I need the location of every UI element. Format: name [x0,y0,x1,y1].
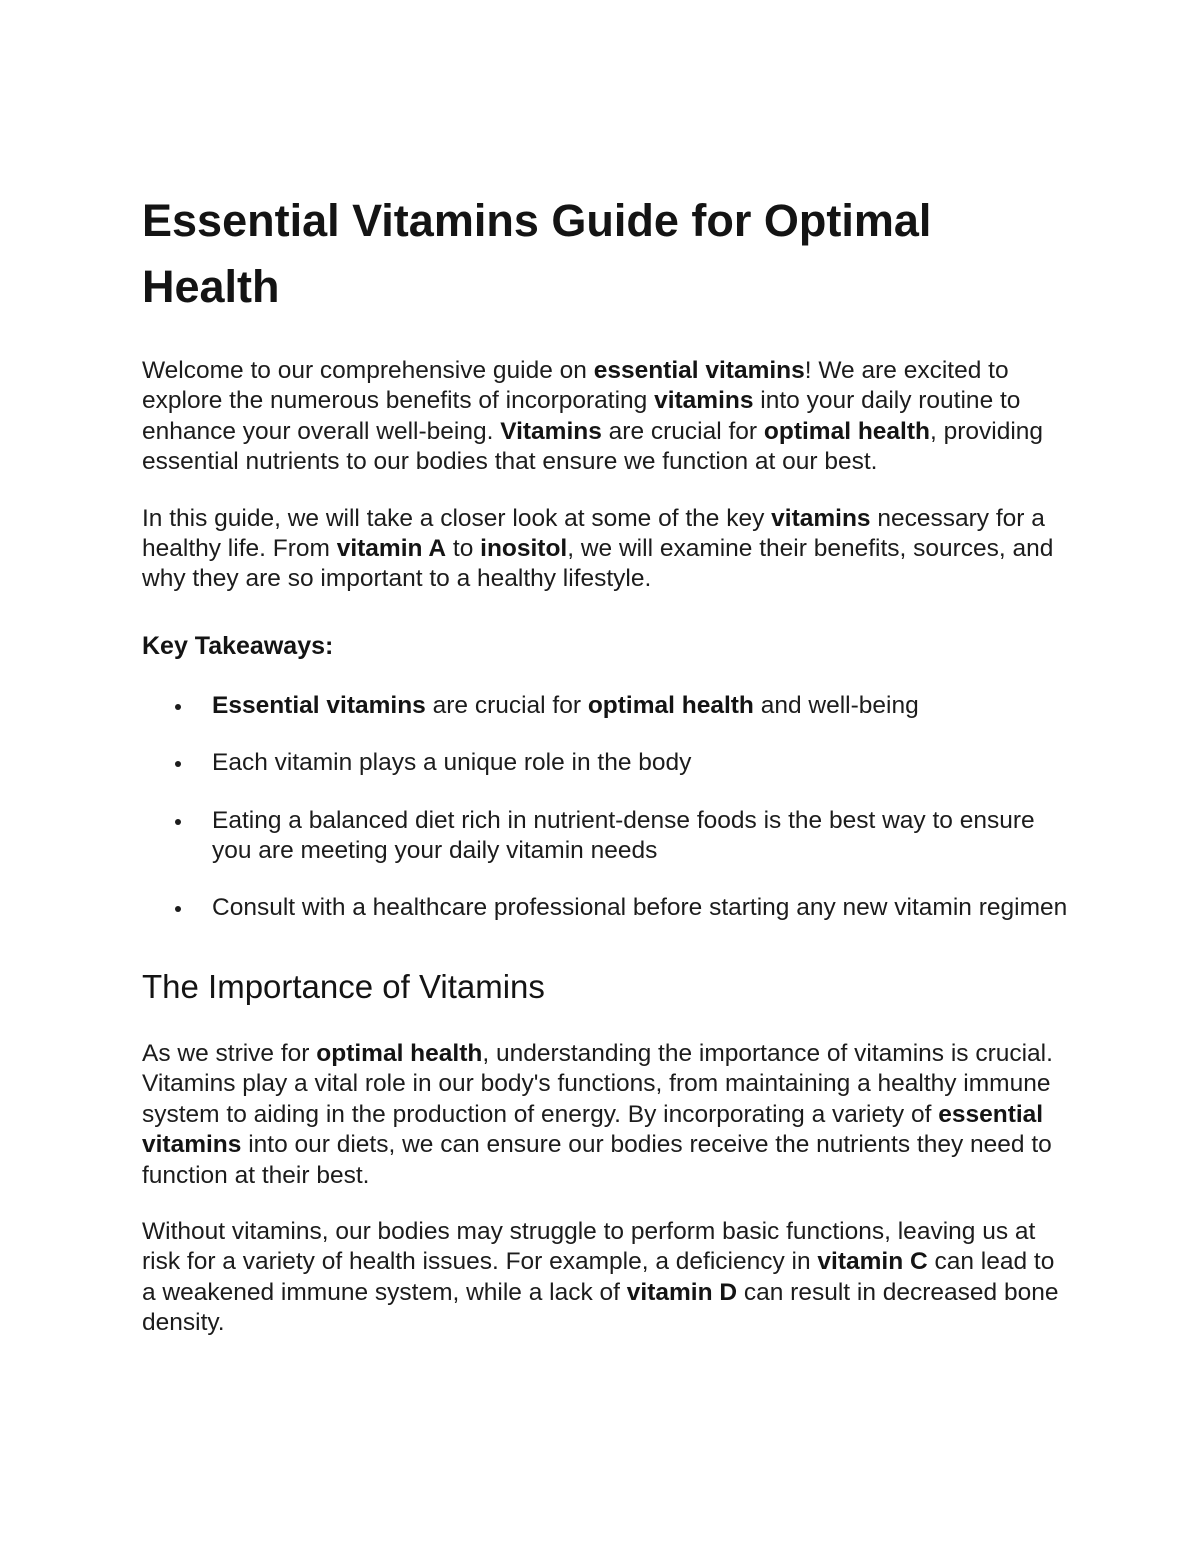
bullet-icon [175,819,181,825]
text-run: necessary for a healthy life. From [142,504,1045,563]
text-run: can result in decreased bone density. [142,1278,1059,1337]
text-run: and well-being [753,691,919,719]
bold-text: vitamin C [817,1248,928,1276]
bold-text: optimal health [316,1039,483,1067]
bold-text: optimal health [587,691,754,719]
text-run: into your daily routine to enhance your overall well-being. [142,387,1021,445]
section-paragraph-1 [142,1039,1072,1191]
list-item-text [212,894,1067,921]
text-run: Each vitamin plays a unique role in the body [212,749,692,777]
text-run: are crucial for [601,417,764,445]
text-run: are crucial for [425,691,588,719]
text-run: can lead to a weakened immune system, while a lack of [142,1248,1055,1306]
page-title: Essential Vitamins Guide for Optimal Health [142,195,932,312]
bullet-icon [175,906,181,912]
key-takeaways-list [142,691,1072,924]
list-item-text [212,749,691,776]
list-item [142,893,1072,923]
list-item-text [212,692,919,719]
text-run: to [446,535,481,563]
section-heading: The Importance of Vitamins [142,967,545,1005]
text-run: Eating a balanced diet rich in nutrient-dense foods is the best way to ensure you are meeting your daily vitamin needs [212,806,1035,865]
bold-text: essential vitamins [142,1100,1044,1159]
bold-text: essential vitamins [593,357,805,384]
list-item [142,806,1072,867]
bold-text: vitamins [771,504,871,532]
text-run: Consult with a healthcare professional before starting any new vitamin regimen [212,894,1068,922]
text-run: Welcome to our comprehensive guide on [142,357,594,384]
text-run: In this guide, we will take a closer look at some of the key [142,504,772,532]
document-content [142,188,1072,1339]
bold-text: vitamin A [336,535,447,563]
text-run: , understanding the importance of vitamins is crucial. Vitamins play a vital role in our body's functions, from maintaining a healthy immune system to aiding in the production of energy. By incorporating a variety of [142,1039,1053,1128]
list-item [142,748,1072,778]
text-run: As we strive for [142,1039,317,1067]
text-run: into our diets, we can ensure our bodies receive the nutrients they need to function at their best. [142,1131,1052,1189]
bold-text: optimal health [763,417,930,445]
list-item-text [212,807,1035,864]
text-run: , providing essential nutrients to our bodies that ensure we function at our best. [142,417,1044,476]
text-run: ! We are excited to explore the numerous benefits of incorporating [142,357,1009,415]
bullet-icon [175,761,181,767]
section-paragraph-2 [142,1217,1072,1339]
text-run: , we will examine their benefits, sources, and why they are so important to a healthy lifestyle. [142,535,1054,593]
bold-text: vitamins [654,387,754,415]
bold-text: inositol [480,535,568,563]
text-run: Without vitamins, our bodies may struggle to perform basic functions, leaving us at risk for a variety of health issues. For example, a deficiency in [142,1217,1036,1276]
bullet-icon [175,704,181,710]
key-takeaways-heading: Key Takeaways: [142,631,334,660]
intro-paragraph-2 [142,504,1072,595]
bold-text: vitamin D [626,1278,738,1306]
bold-text: Vitamins [500,417,602,445]
intro-paragraph-1 [142,356,1072,478]
bold-text: Essential vitamins [212,691,426,719]
list-item [142,691,1072,721]
